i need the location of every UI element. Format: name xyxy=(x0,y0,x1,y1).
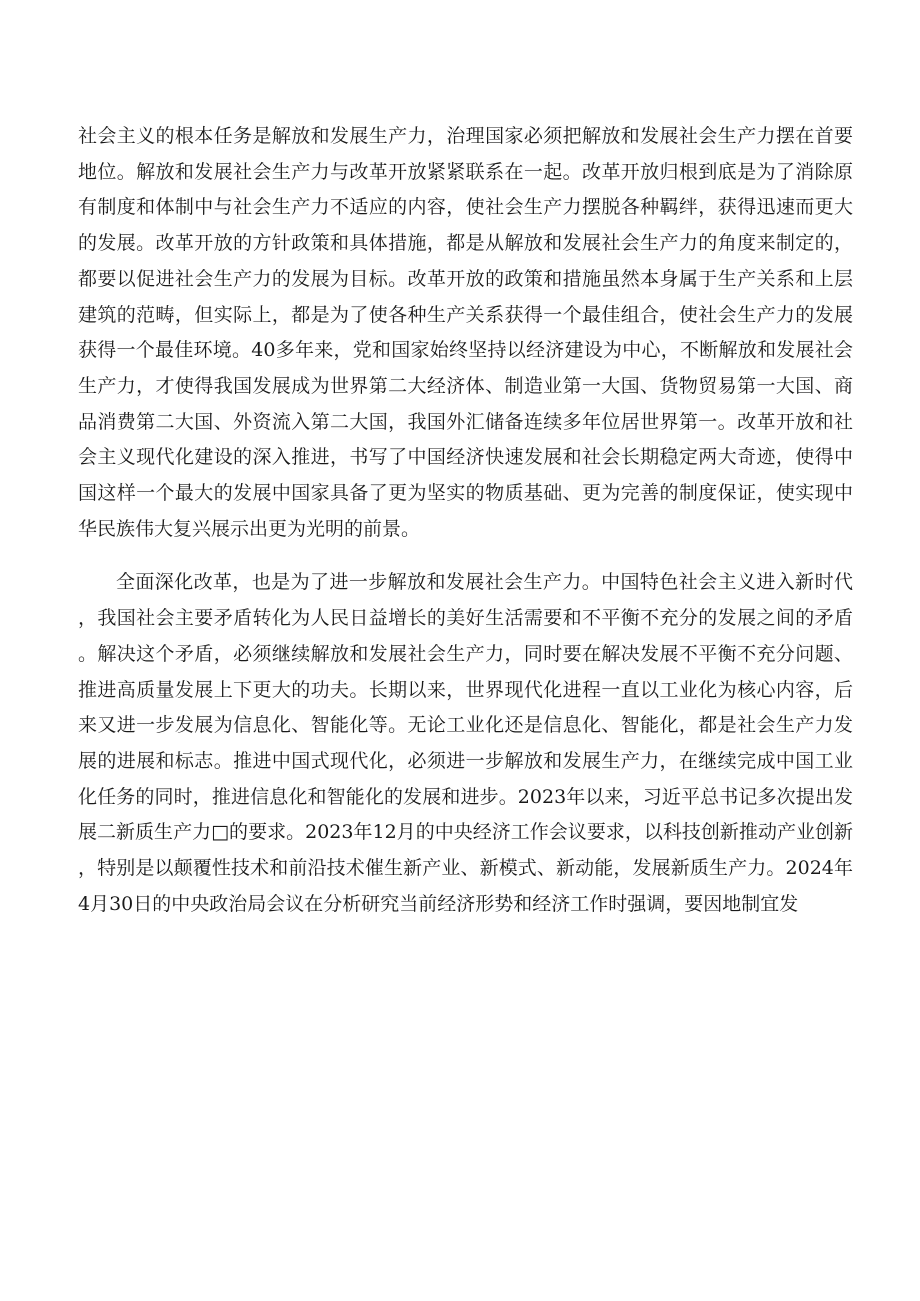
paragraph-1: 社会主义的根本任务是解放和发展生产力，治理国家必须把解放和发展社会生产力摆在首要地位。解放和发展社会生产力与改革开放紧紧联系在一起。改革开放归根到底是为了消除原有制度和体制中与社会生产力不适应的内容，使社会生产力摆脱各种羁绊，获得迅速而更大的发展。改革开放的方针政策和具体措施，都是从解放和发展社会生产力的角度来制定的，都要以促进社会生产力的发展为目标。改革开放的政策和措施虽然本身属于生产关系和上层建筑的范畴，但实际上，都是为了使各种生产关系获得一个最佳组合，使社会生产力的发展获得一个最佳环境。40多年来，党和国家始终坚持以经济建设为中心，不断解放和发展社会生产力，才使得我国发展成为世界第二大经济体、制造业第一大国、货物贸易第一大国、商品消费第二大国、外资流入第二大国，我国外汇储备连续多年位居世界第一。改革开放和社会主义现代化建设的深入推进，书写了中国经济快速发展和社会长期稳定两大奇迹，使得中国这样一个最大的发展中国家具备了更为坚实的物质基础、更为完善的制度保证，使实现中华民族伟大复兴展示出更为光明的前景。 xyxy=(78,125,853,540)
document-page xyxy=(78,119,853,922)
paragraph-2: 全面深化改革，也是为了进一步解放和发展社会生产力。中国特色社会主义进入新时代，我国社会主要矛盾转化为人民日益增长的美好生活需要和不平衡不充分的发展之间的矛盾。解决这个矛盾，必须继续解放和发展社会生产力，同时要在解决发展不平衡不充分问题、推进高质量发展上下更大的功夫。长期以来，世界现代化进程一直以工业化为核心内容，后来又进一步发展为信息化、智能化等。无论工业化还是信息化、智能化，都是社会生产力发展的进展和标志。推进中国式现代化，必须进一步解放和发展生产力，在继续完成中国工业化任务的同时，推进信息化和智能化的发展和进步。2023年以来，习近平总书记多次提出发展二新质生产力□的要求。2023年12月的中央经济工作会议要求，以科技创新推动产业创新，特别是以颠覆性技术和前沿技术催生新产业、新模式、新动能，发展新质生产力。2024年4月30日的中央政治局会议在分析研究当前经济形势和经济工作时强调，要因地制宜发 xyxy=(78,571,853,915)
